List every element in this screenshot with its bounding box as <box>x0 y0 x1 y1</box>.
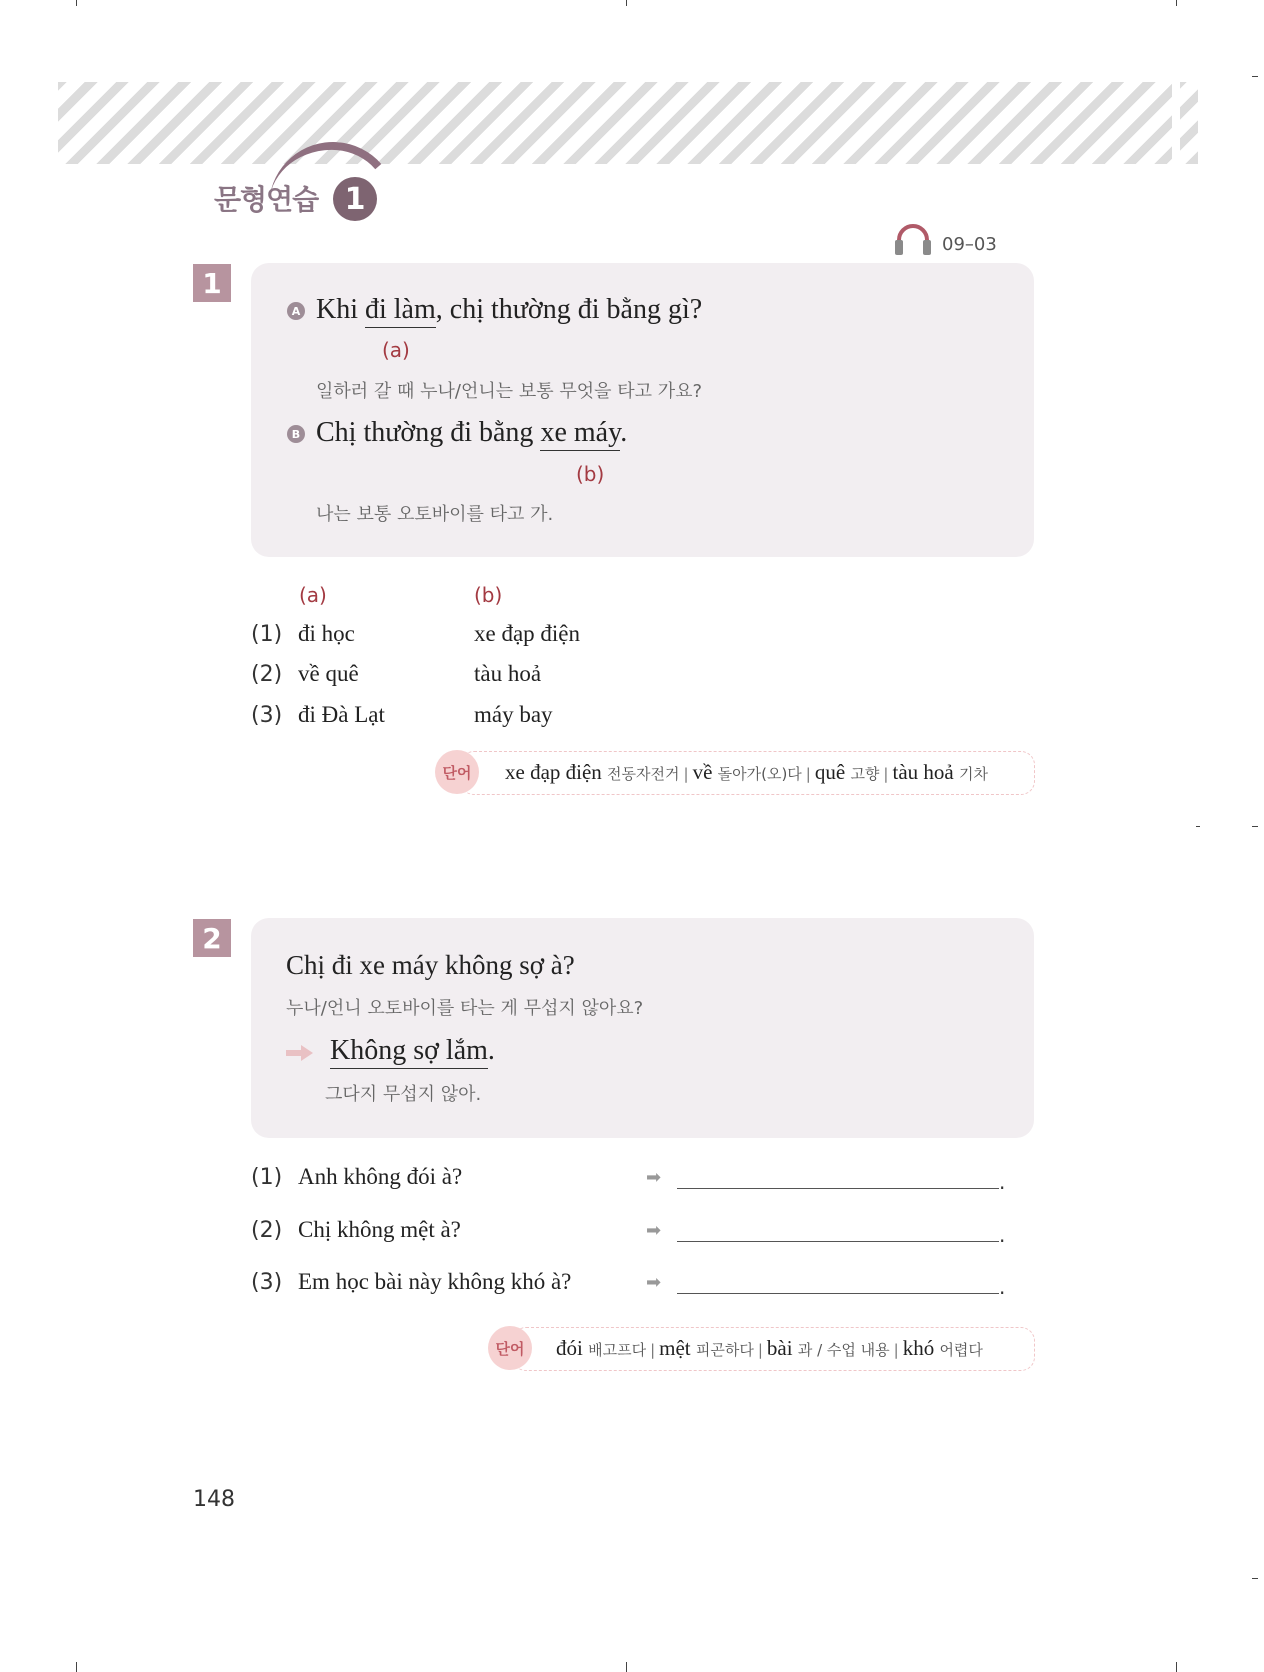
column-header-b: (b) <box>474 583 503 607</box>
answer-blank[interactable] <box>677 1188 999 1189</box>
crop-mark <box>76 1662 77 1672</box>
vocab-meaning: 과 / 수업 내용 <box>797 1341 890 1359</box>
vocab-meaning: 피곤하다 <box>695 1341 754 1359</box>
row-b-value: máy bay <box>474 702 553 727</box>
crop-mark <box>1252 76 1258 77</box>
answer-period: . <box>999 1223 1006 1247</box>
headphones-icon[interactable] <box>893 222 933 256</box>
vocab-separator: | <box>683 765 689 783</box>
item-question: Anh không đói à? <box>298 1164 463 1189</box>
row-b-value: tàu hoả <box>474 661 542 686</box>
item-number: (2) <box>251 1218 283 1243</box>
answer-blank[interactable] <box>677 1293 999 1294</box>
row-a-value: về quê <box>298 661 359 686</box>
answer-period: . <box>999 1170 1006 1194</box>
crop-mark <box>76 0 77 6</box>
example2-answer <box>330 1035 495 1067</box>
example-answer <box>316 417 627 449</box>
vocab-separator: | <box>757 1341 763 1359</box>
vocabulary-list-1 <box>505 760 988 785</box>
vocab-meaning: 기차 <box>958 765 988 783</box>
page-number: 148 <box>193 1487 235 1512</box>
vocab-word: tàu hoả <box>892 760 954 784</box>
vocab-meaning: 배고프다 <box>588 1341 647 1359</box>
small-arrow-icon: ➡ <box>646 1167 662 1188</box>
row-b-value: xe đạp điện <box>474 621 581 646</box>
small-arrow-icon: ➡ <box>646 1220 662 1241</box>
slot-marker-a: (a) <box>382 338 410 362</box>
item-question: Chị không mệt à? <box>298 1217 461 1242</box>
vocab-separator: | <box>805 765 811 783</box>
section-title: 문형연습 <box>214 183 319 216</box>
vocab-meaning: 고향 <box>850 765 880 783</box>
vocab-meaning: 전동자전거 <box>607 765 680 783</box>
answer-translation: 나는 보통 오토바이를 타고 가. <box>316 504 554 525</box>
example2-question-translation: 누나/언니 오토바이를 타는 게 무섭지 않아요? <box>286 998 644 1019</box>
row-a-value: đi Đà Lạt <box>298 702 385 727</box>
vocab-meaning: 어렵다 <box>939 1341 983 1359</box>
row-number: (2) <box>251 662 283 687</box>
exercise-number-2: 2 <box>193 919 231 957</box>
question-pre: Khi <box>316 294 365 325</box>
column-header-a: (a) <box>299 583 327 607</box>
vocabulary-list-2 <box>556 1336 983 1361</box>
question-post: , chị thường đi bằng gì? <box>435 294 703 325</box>
speaker-b-badge: B <box>287 425 305 443</box>
example2-answer-translation: 그다지 무섭지 않아. <box>325 1084 482 1105</box>
answer-post: . <box>620 417 628 448</box>
vocabulary-badge: 단어 <box>488 1326 532 1370</box>
vocab-separator: | <box>893 1341 899 1359</box>
answer-pre: Chị thường đi bằng <box>316 417 541 448</box>
vocab-word: quê <box>814 760 846 784</box>
crop-mark <box>626 1662 627 1672</box>
row-number: (1) <box>251 622 283 647</box>
question-translation: 일하러 갈 때 누나/언니는 보통 무엇을 타고 가요? <box>316 381 703 402</box>
vocab-word: khó <box>902 1336 935 1360</box>
crop-mark <box>1196 826 1200 827</box>
crop-mark <box>1252 826 1258 827</box>
vocab-word: đói <box>556 1336 583 1360</box>
vocab-word: xe đạp điện <box>505 760 602 784</box>
slot-marker-b: (b) <box>576 462 605 486</box>
answer-period: . <box>999 1275 1006 1299</box>
vocab-separator: | <box>650 1341 656 1359</box>
example2-answer-underlined: Không sợ lắm <box>330 1035 488 1069</box>
right-arrow-icon <box>285 1043 315 1063</box>
item-number: (3) <box>251 1270 283 1295</box>
small-arrow-icon: ➡ <box>646 1272 662 1293</box>
audio-track-code: 09–03 <box>942 234 997 255</box>
item-number: (1) <box>251 1165 283 1190</box>
crop-mark <box>1176 0 1177 6</box>
vocabulary-badge: 단어 <box>435 750 479 794</box>
header-stripe-band <box>58 82 1198 164</box>
row-number: (3) <box>251 703 283 728</box>
crop-mark <box>1252 1578 1258 1579</box>
row-a-value: đi học <box>298 621 355 646</box>
example2-answer-post: . <box>487 1035 495 1066</box>
section-number-badge: 1 <box>333 177 377 221</box>
header-stripe-gap <box>1172 82 1180 164</box>
item-question: Em học bài này không khó à? <box>298 1269 572 1294</box>
crop-mark <box>626 0 627 6</box>
answer-blank[interactable] <box>677 1241 999 1242</box>
answer-slot-b: xe máy <box>540 417 620 451</box>
exercise-number-1: 1 <box>193 264 231 302</box>
vocab-word: về <box>692 760 713 784</box>
example2-question: Chị đi xe máy không sợ à? <box>286 950 575 980</box>
crop-mark <box>1176 1662 1177 1672</box>
vocab-separator: | <box>883 765 889 783</box>
vocab-word: bài <box>766 1336 793 1360</box>
speaker-a-badge: A <box>287 302 305 320</box>
example-question <box>316 294 702 326</box>
vocab-meaning: 돌아가(오)다 <box>717 765 802 783</box>
question-slot-a: đi làm <box>365 294 436 328</box>
vocab-word: mệt <box>659 1336 691 1360</box>
